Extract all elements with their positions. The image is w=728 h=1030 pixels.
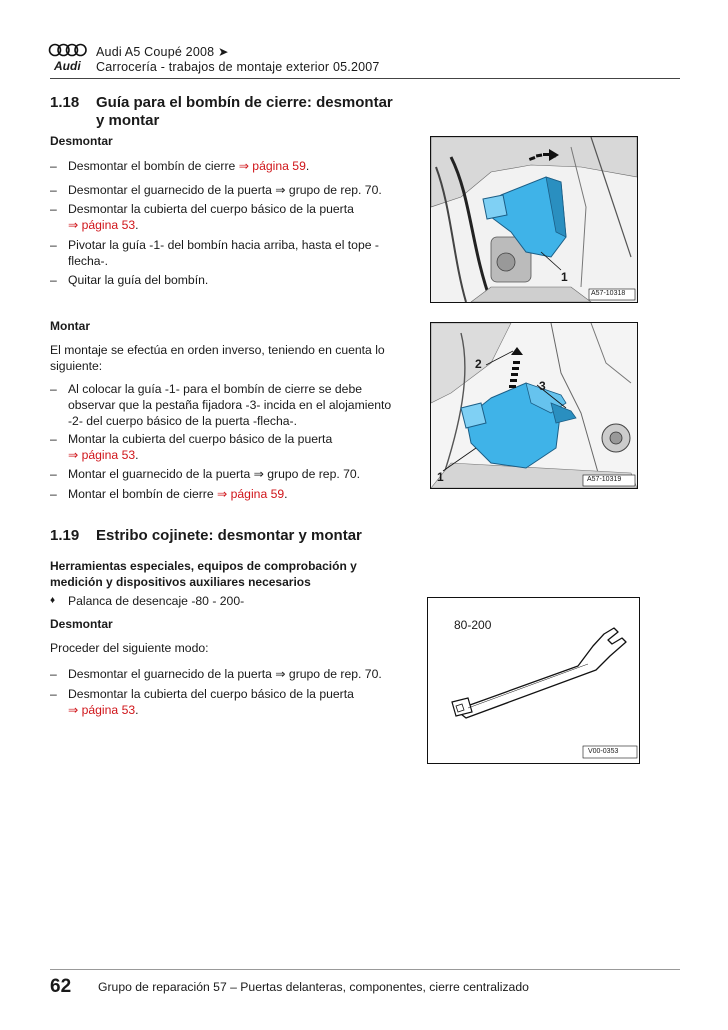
manual-subtitle: Carrocería - trabajos de montaje exterior 05.2007 xyxy=(96,60,380,74)
page-number: 62 xyxy=(50,976,72,997)
figure-lock-guide-removal xyxy=(430,136,638,303)
page-link[interactable]: ⇒ página 53 xyxy=(68,448,136,462)
tool-item: ♦ Palanca de desencaje -80 - 200- xyxy=(50,594,245,608)
step-item: – Pivotar la guía -1- del bombín hacia arriba, hasta el tope -flecha-. xyxy=(50,238,379,268)
callout-2: 2 xyxy=(475,357,482,371)
desmontar-heading: Desmontar xyxy=(50,134,113,148)
section-119-number: 1.19 xyxy=(50,527,80,544)
step-item: – Desmontar la cubierta del cuerpo básico de la puerta ⇒ página 53. xyxy=(50,202,354,232)
tools-heading: Herramientas especiales, equipos de comprobación y medición y dispositivos auxiliares necesarios xyxy=(50,559,357,589)
montar-heading: Montar xyxy=(50,319,90,333)
page-link[interactable]: ⇒ página 59 xyxy=(217,487,285,501)
tool-label: 80-200 xyxy=(454,618,492,632)
figure-tool-80-200 xyxy=(427,597,640,764)
proceder-text: Proceder del siguiente modo: xyxy=(50,641,209,655)
desmontar-heading-119: Desmontar xyxy=(50,617,113,631)
header-divider xyxy=(50,78,680,79)
section-118-number: 1.18 xyxy=(50,94,80,111)
callout-1: 1 xyxy=(561,270,568,284)
figure-lock-guide-installation xyxy=(430,322,638,489)
step-item: – Quitar la guía del bombín. xyxy=(50,273,209,287)
audi-logo xyxy=(48,42,88,74)
figure-code: A57-10318 xyxy=(591,290,626,297)
figure-code: A57-10319 xyxy=(587,476,622,483)
page-link[interactable]: ⇒ página 59 xyxy=(238,159,306,173)
callout-3: 3 xyxy=(539,379,546,393)
page-link[interactable]: ⇒ página 53 xyxy=(68,218,136,232)
footer-divider xyxy=(50,969,680,970)
step-item: – Desmontar el bombín de cierre ⇒ página 59. xyxy=(50,159,310,173)
section-118-title: Guía para el bombín de cierre: desmontar y montar xyxy=(96,94,393,129)
step-item: – Desmontar el guarnecido de la puerta ⇒ grupo de rep. 70. xyxy=(50,667,382,681)
step-item: – Montar el bombín de cierre ⇒ página 59. xyxy=(50,487,288,501)
audi-logo-text: Audi xyxy=(54,59,81,73)
step-item: – Al colocar la guía -1- para el bombín de cierre se debe observar que la pestaña fijadora -3- incida en el alojamiento -2- del cuerpo básico de la puerta -flecha-. xyxy=(50,382,392,428)
callout-1: 1 xyxy=(437,470,444,484)
step-item: – Desmontar el guarnecido de la puerta ⇒ grupo de rep. 70. xyxy=(50,183,382,197)
step-item: – Montar la cubierta del cuerpo básico de la puerta ⇒ página 53. xyxy=(50,432,333,462)
step-item: – Montar el guarnecido de la puerta ⇒ grupo de rep. 70. xyxy=(50,467,361,481)
footer-text: Grupo de reparación 57 – Puertas delanteras, componentes, cierre centralizado xyxy=(98,980,529,994)
manual-title: Audi A5 Coupé 2008 ➤ xyxy=(96,45,229,59)
montar-intro: El montaje se efectúa en orden inverso, teniendo en cuenta lo siguiente: xyxy=(50,343,385,373)
figure-code: V00-0353 xyxy=(588,748,619,755)
page-link[interactable]: ⇒ página 53 xyxy=(68,703,136,717)
section-119-title: Estribo cojinete: desmontar y montar xyxy=(96,527,362,544)
step-item: – Desmontar la cubierta del cuerpo básico de la puerta ⇒ página 53. xyxy=(50,687,354,717)
